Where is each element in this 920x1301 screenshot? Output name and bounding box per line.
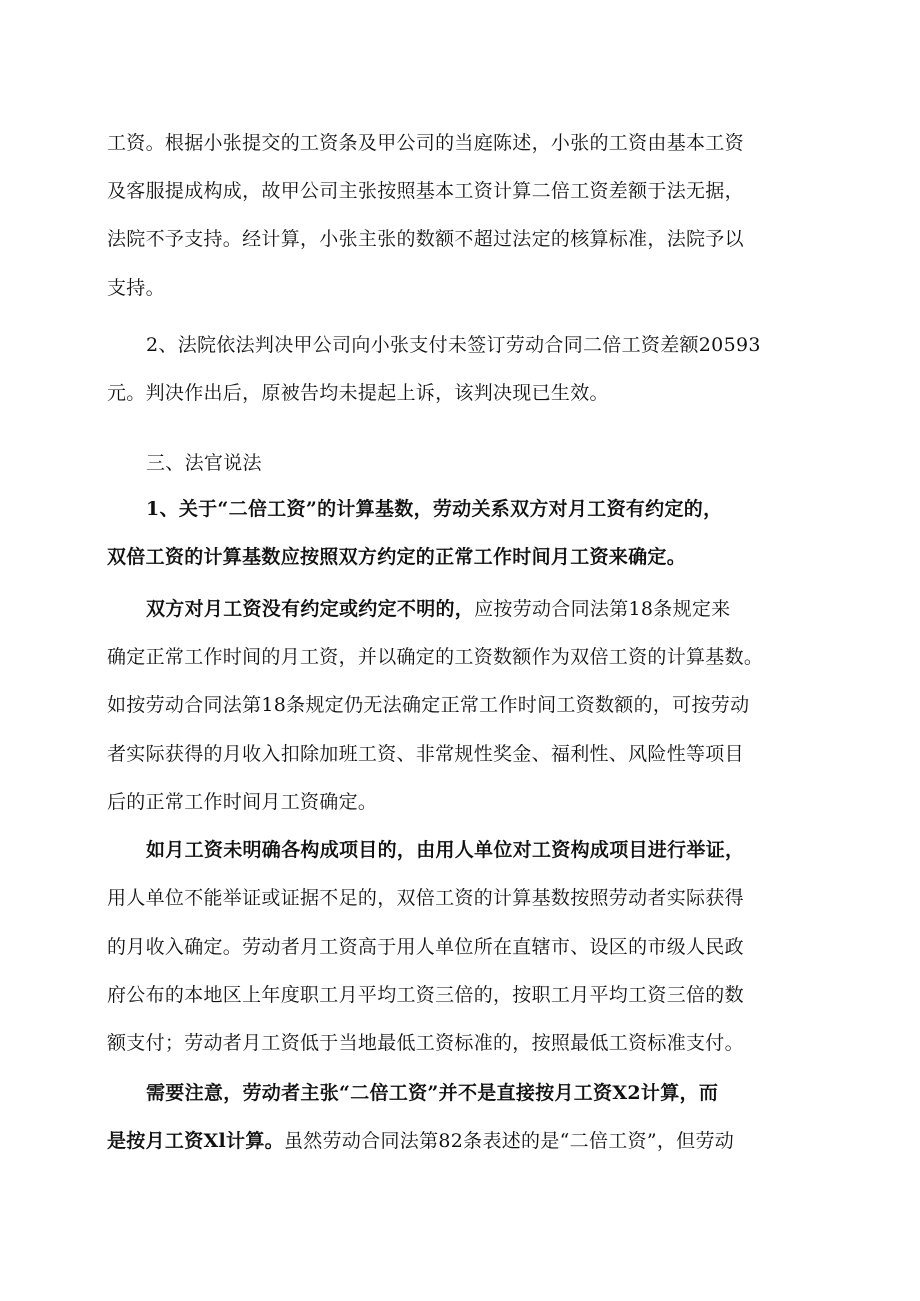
paragraph-1-line-1: 工资。根据小张提交的工资条及甲公司的当庭陈述，小张的工资由基本工资	[107, 132, 744, 154]
paragraph-1-line-2: 及客服提成构成，故甲公司主张按照基本工资计算二倍工资差额于法无据，	[107, 180, 744, 202]
paragraph-4-line-5: 后的正常工作时间月工资确定。	[107, 791, 378, 813]
paragraph-6-line-1: 需要注意，劳动者主张“二倍工资”并不是直接按月工资X2计算，而	[146, 1082, 719, 1104]
paragraph-4-line-1	[146, 597, 731, 621]
paragraph-4-line-3: 如按劳动合同法第18条规定仍无法确定正常工作时间工资数额的，可按劳动	[107, 694, 750, 716]
paragraph-6-line-2-rest: 虽然劳动合同法第82条表述的是“二倍工资”，但劳动	[283, 1130, 735, 1152]
paragraph-6-line-2	[107, 1129, 734, 1153]
paragraph-3-line-1: 1、关于“二倍工资”的计算基数，劳动关系双方对月工资有约定的，	[146, 498, 723, 520]
paragraph-5-line-1: 如月工资未明确各构成项目的，由用人单位对工资构成项目进行举证，	[146, 839, 745, 861]
paragraph-5-line-4: 府公布的本地区上年度职工月平均工资三倍的，按职工月平均工资三倍的数	[107, 984, 744, 1006]
paragraph-5-line-5: 额支付；劳动者月工资低于当地最低工资标准的，按照最低工资标准支付。	[107, 1032, 744, 1054]
paragraph-4-line-2: 确定正常工作时间的月工资，并以确定的工资数额作为双倍工资的计算基数。	[107, 646, 764, 668]
paragraph-1-line-3: 法院不予支持。经计算，小张主张的数额不超过法定的核算标准，法院予以	[107, 228, 744, 250]
paragraph-1-line-4: 支持。	[107, 277, 165, 299]
paragraph-4-bold-lead: 双方对月工资没有约定或约定不明的，	[146, 598, 475, 620]
paragraph-5-line-2: 用人单位不能举证或证据不足的，双倍工资的计算基数按照劳动者实际获得	[107, 887, 744, 909]
paragraph-4-line-4: 者实际获得的月收入扣除加班工资、非常规性奖金、福利性、风险性等项目	[107, 743, 744, 765]
paragraph-4-line-1-rest: 应按劳动合同法第18条规定来	[474, 598, 731, 620]
paragraph-5-line-3: 的月收入确定。劳动者月工资高于用人单位所在直辖市、设区的市级人民政	[107, 936, 744, 958]
paragraph-6-bold-tail: 是按月工资Xl计算。	[107, 1130, 284, 1152]
section-heading: 三、法官说法	[146, 452, 262, 474]
paragraph-2-line-1: 2、法院依法判决甲公司向小张支付未签订劳动合同二倍工资差额20593	[146, 334, 761, 356]
paragraph-3-line-2: 双倍工资的计算基数应按照双方约定的正常工作时间月工资来确定。	[107, 546, 687, 568]
paragraph-2-line-2: 元。判决作出后，原被告均未提起上诉，该判决现已生效。	[107, 382, 609, 404]
